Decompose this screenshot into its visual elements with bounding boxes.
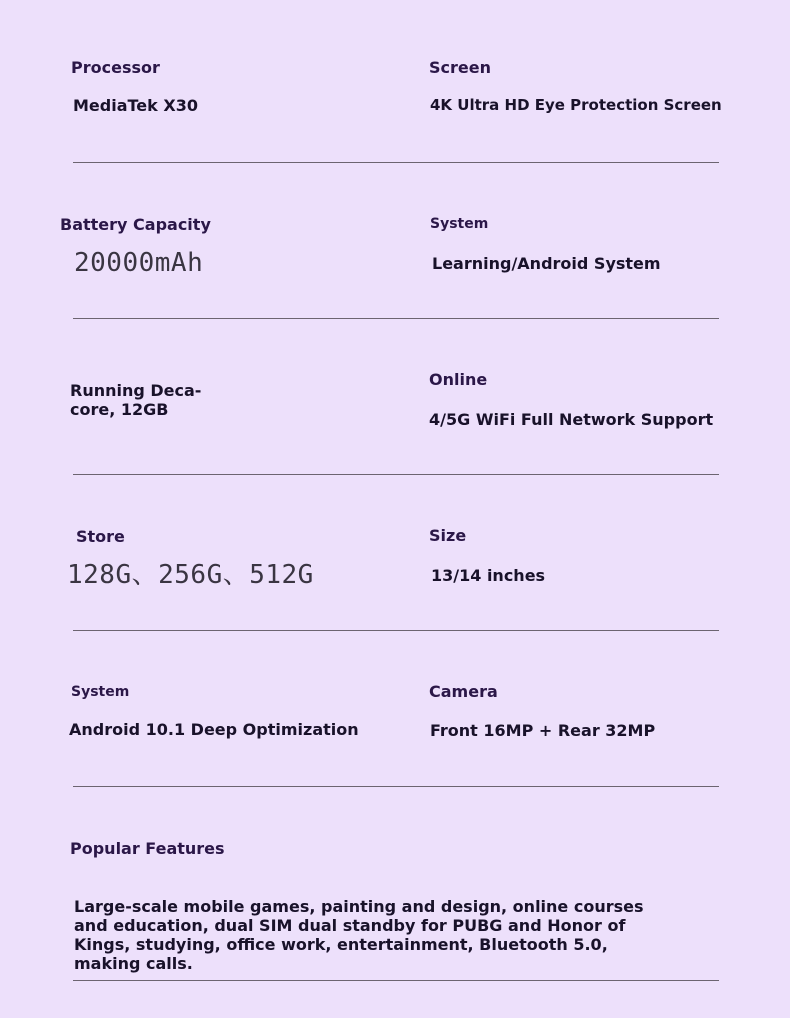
divider	[73, 786, 719, 787]
screen-value: 4K Ultra HD Eye Protection Screen	[430, 96, 722, 114]
divider	[73, 318, 719, 319]
divider	[73, 474, 719, 475]
store-value: 128G、256G、512G	[67, 560, 314, 590]
screen-label: Screen	[429, 58, 491, 77]
size-value: 13/14 inches	[431, 566, 546, 585]
processor-value: MediaTek X30	[73, 96, 198, 115]
divider	[73, 980, 719, 981]
battery-label: Battery Capacity	[60, 215, 211, 234]
features-value: Large-scale mobile games, painting and design, online courses and education, dual SIM dual standby for PUBG and Honor of Kings, studying, office work, entertainment, Bluetooth 5.0, making calls.	[74, 897, 644, 973]
os-value: Android 10.1 Deep Optimization	[69, 720, 359, 739]
system-value: Learning/Android System	[432, 254, 661, 273]
divider	[73, 162, 719, 163]
features-label: Popular Features	[70, 839, 225, 858]
processor-label: Processor	[71, 58, 160, 77]
camera-value: Front 16MP + Rear 32MP	[430, 721, 656, 740]
divider	[73, 630, 719, 631]
camera-label: Camera	[429, 682, 498, 701]
store-label: Store	[76, 527, 125, 546]
system-label: System	[430, 216, 489, 232]
size-label: Size	[429, 526, 467, 545]
online-value: 4/5G WiFi Full Network Support	[429, 410, 714, 429]
online-label: Online	[429, 370, 488, 389]
running-spec: Running Deca-core, 12GB	[70, 381, 202, 419]
os-label: System	[71, 684, 130, 700]
battery-value: 20000mAh	[74, 248, 204, 278]
